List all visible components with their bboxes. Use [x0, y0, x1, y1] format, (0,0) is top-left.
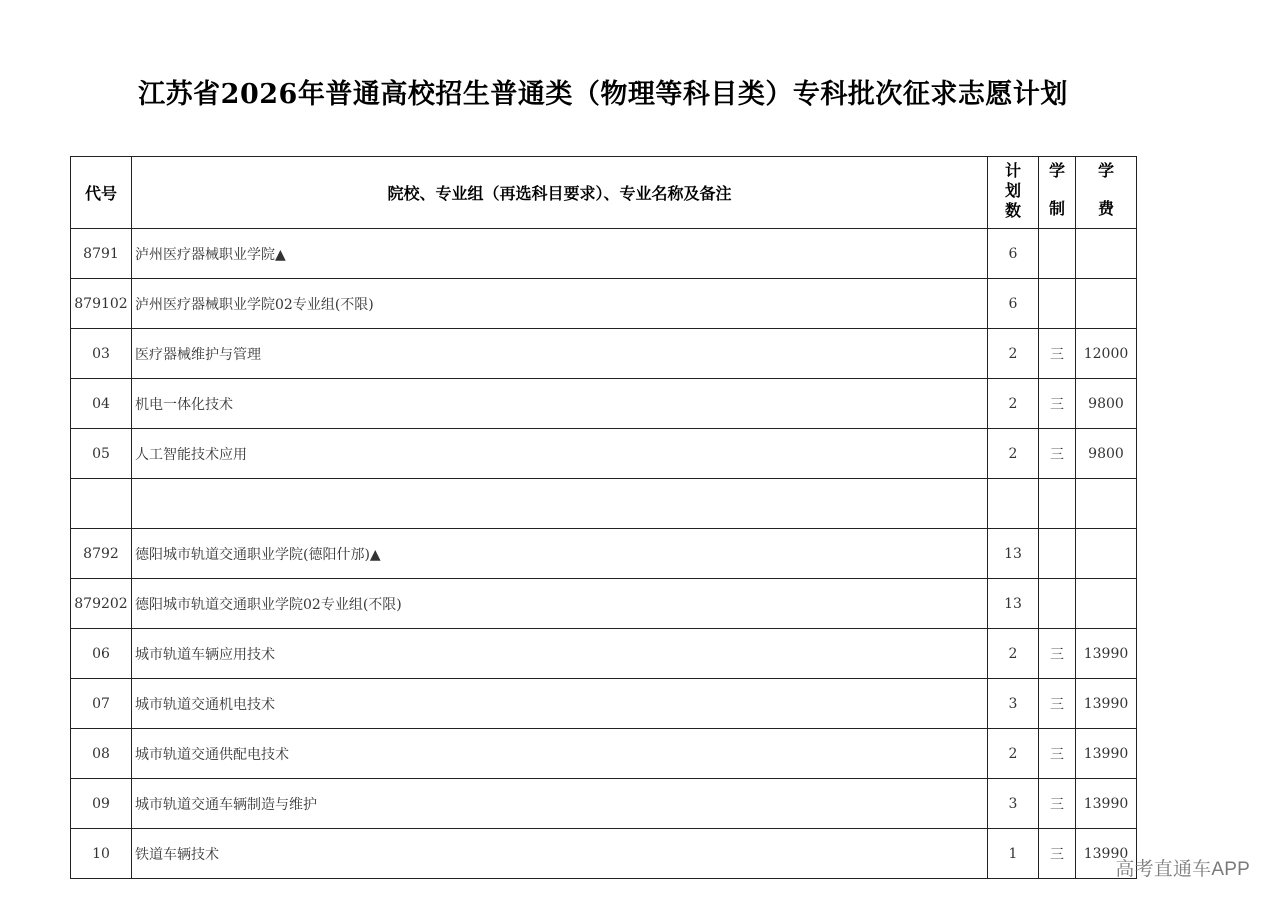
- cell-plan: 2: [988, 329, 1039, 379]
- cell-fee: 9800: [1076, 379, 1137, 429]
- cell-fee: [1076, 229, 1137, 279]
- cell-name: 医疗器械维护与管理: [132, 329, 988, 379]
- header-system-char-1: 学: [1048, 161, 1065, 180]
- cell-system: [1039, 279, 1076, 329]
- watermark: 高考直通车APP: [1115, 859, 1250, 880]
- cell-fee: [1076, 579, 1137, 629]
- cell-fee: 12000: [1076, 329, 1137, 379]
- cell-system: 三: [1039, 729, 1076, 779]
- cell-name: 铁道车辆技术: [132, 829, 988, 879]
- header-code: 代号: [71, 157, 132, 229]
- cell-plan: 6: [988, 279, 1039, 329]
- cell-fee: 13990: [1076, 729, 1137, 779]
- header-fee-char-2: 费: [1097, 199, 1114, 218]
- cell-code: 03: [71, 329, 132, 379]
- cell-name: 机电一体化技术: [132, 379, 988, 429]
- table-row: [71, 529, 1137, 579]
- cell-plan: 2: [988, 629, 1039, 679]
- table-row: [71, 629, 1137, 679]
- cell-code: 8792: [71, 529, 132, 579]
- cell-system: 三: [1039, 379, 1076, 429]
- cell-system: [1039, 229, 1076, 279]
- cell-fee: 13990: [1076, 779, 1137, 829]
- header-fee-char-1: 学: [1097, 161, 1114, 180]
- cell-fee: [1076, 279, 1137, 329]
- cell-fee: 9800: [1076, 429, 1137, 479]
- table-row: [71, 279, 1137, 329]
- cell-code: 879202: [71, 579, 132, 629]
- cell-system: 三: [1039, 829, 1076, 879]
- cell-system: 三: [1039, 429, 1076, 479]
- table-row: [71, 829, 1137, 879]
- cell-fee: [1076, 529, 1137, 579]
- cell-name: 泸州医疗器械职业学院02专业组(不限): [132, 279, 988, 329]
- table-row: [71, 429, 1137, 479]
- table-header-row: [71, 157, 1137, 229]
- cell-name: [132, 479, 988, 529]
- cell-name: 城市轨道交通车辆制造与维护: [132, 779, 988, 829]
- header-plan-char-2: 划: [1004, 181, 1021, 200]
- cell-code: 09: [71, 779, 132, 829]
- cell-plan: 13: [988, 529, 1039, 579]
- cell-system: 三: [1039, 629, 1076, 679]
- cell-name: 城市轨道交通供配电技术: [132, 729, 988, 779]
- cell-name: 城市轨道车辆应用技术: [132, 629, 988, 679]
- table-row-empty: [71, 479, 1137, 529]
- cell-code: 06: [71, 629, 132, 679]
- header-plan: [988, 157, 1039, 229]
- cell-plan: 3: [988, 779, 1039, 829]
- cell-plan: 1: [988, 829, 1039, 879]
- header-name: 院校、专业组（再选科目要求）、专业名称及备注: [132, 157, 988, 229]
- table-row: [71, 729, 1137, 779]
- plan-table: [70, 156, 1137, 879]
- cell-plan: 2: [988, 379, 1039, 429]
- table-row: [71, 779, 1137, 829]
- header-plan-char-3: 数: [1004, 201, 1021, 220]
- header-system: [1039, 157, 1076, 229]
- header-plan-char-1: 计: [1004, 161, 1021, 180]
- header-fee: [1076, 157, 1137, 229]
- document-title: 江苏省2026年普通高校招生普通类（物理等科目类）专科批次征求志愿计划: [138, 79, 1068, 110]
- cell-system: 三: [1039, 679, 1076, 729]
- cell-name: 泸州医疗器械职业学院▲: [132, 229, 988, 279]
- cell-plan: 2: [988, 429, 1039, 479]
- cell-fee: 13990: [1076, 829, 1137, 879]
- cell-name: 城市轨道交通机电技术: [132, 679, 988, 729]
- cell-fee: 13990: [1076, 629, 1137, 679]
- cell-code: [71, 479, 132, 529]
- cell-system: 三: [1039, 779, 1076, 829]
- table-row: [71, 379, 1137, 429]
- cell-system: 三: [1039, 329, 1076, 379]
- cell-system: [1039, 479, 1076, 529]
- cell-fee: 13990: [1076, 679, 1137, 729]
- table-row: [71, 329, 1137, 379]
- cell-name: 人工智能技术应用: [132, 429, 988, 479]
- cell-code: 08: [71, 729, 132, 779]
- cell-plan: [988, 479, 1039, 529]
- cell-code: 04: [71, 379, 132, 429]
- cell-code: 07: [71, 679, 132, 729]
- cell-fee: [1076, 479, 1137, 529]
- cell-plan: 3: [988, 679, 1039, 729]
- table-row: [71, 679, 1137, 729]
- table-row: [71, 229, 1137, 279]
- cell-code: 05: [71, 429, 132, 479]
- cell-plan: 2: [988, 729, 1039, 779]
- table-row: [71, 579, 1137, 629]
- cell-code: 10: [71, 829, 132, 879]
- cell-system: [1039, 529, 1076, 579]
- cell-plan: 6: [988, 229, 1039, 279]
- header-system-char-2: 制: [1048, 199, 1065, 218]
- cell-system: [1039, 579, 1076, 629]
- cell-code: 879102: [71, 279, 132, 329]
- cell-plan: 13: [988, 579, 1039, 629]
- cell-code: 8791: [71, 229, 132, 279]
- cell-name: 德阳城市轨道交通职业学院(德阳什邡)▲: [132, 529, 988, 579]
- cell-name: 德阳城市轨道交通职业学院02专业组(不限): [132, 579, 988, 629]
